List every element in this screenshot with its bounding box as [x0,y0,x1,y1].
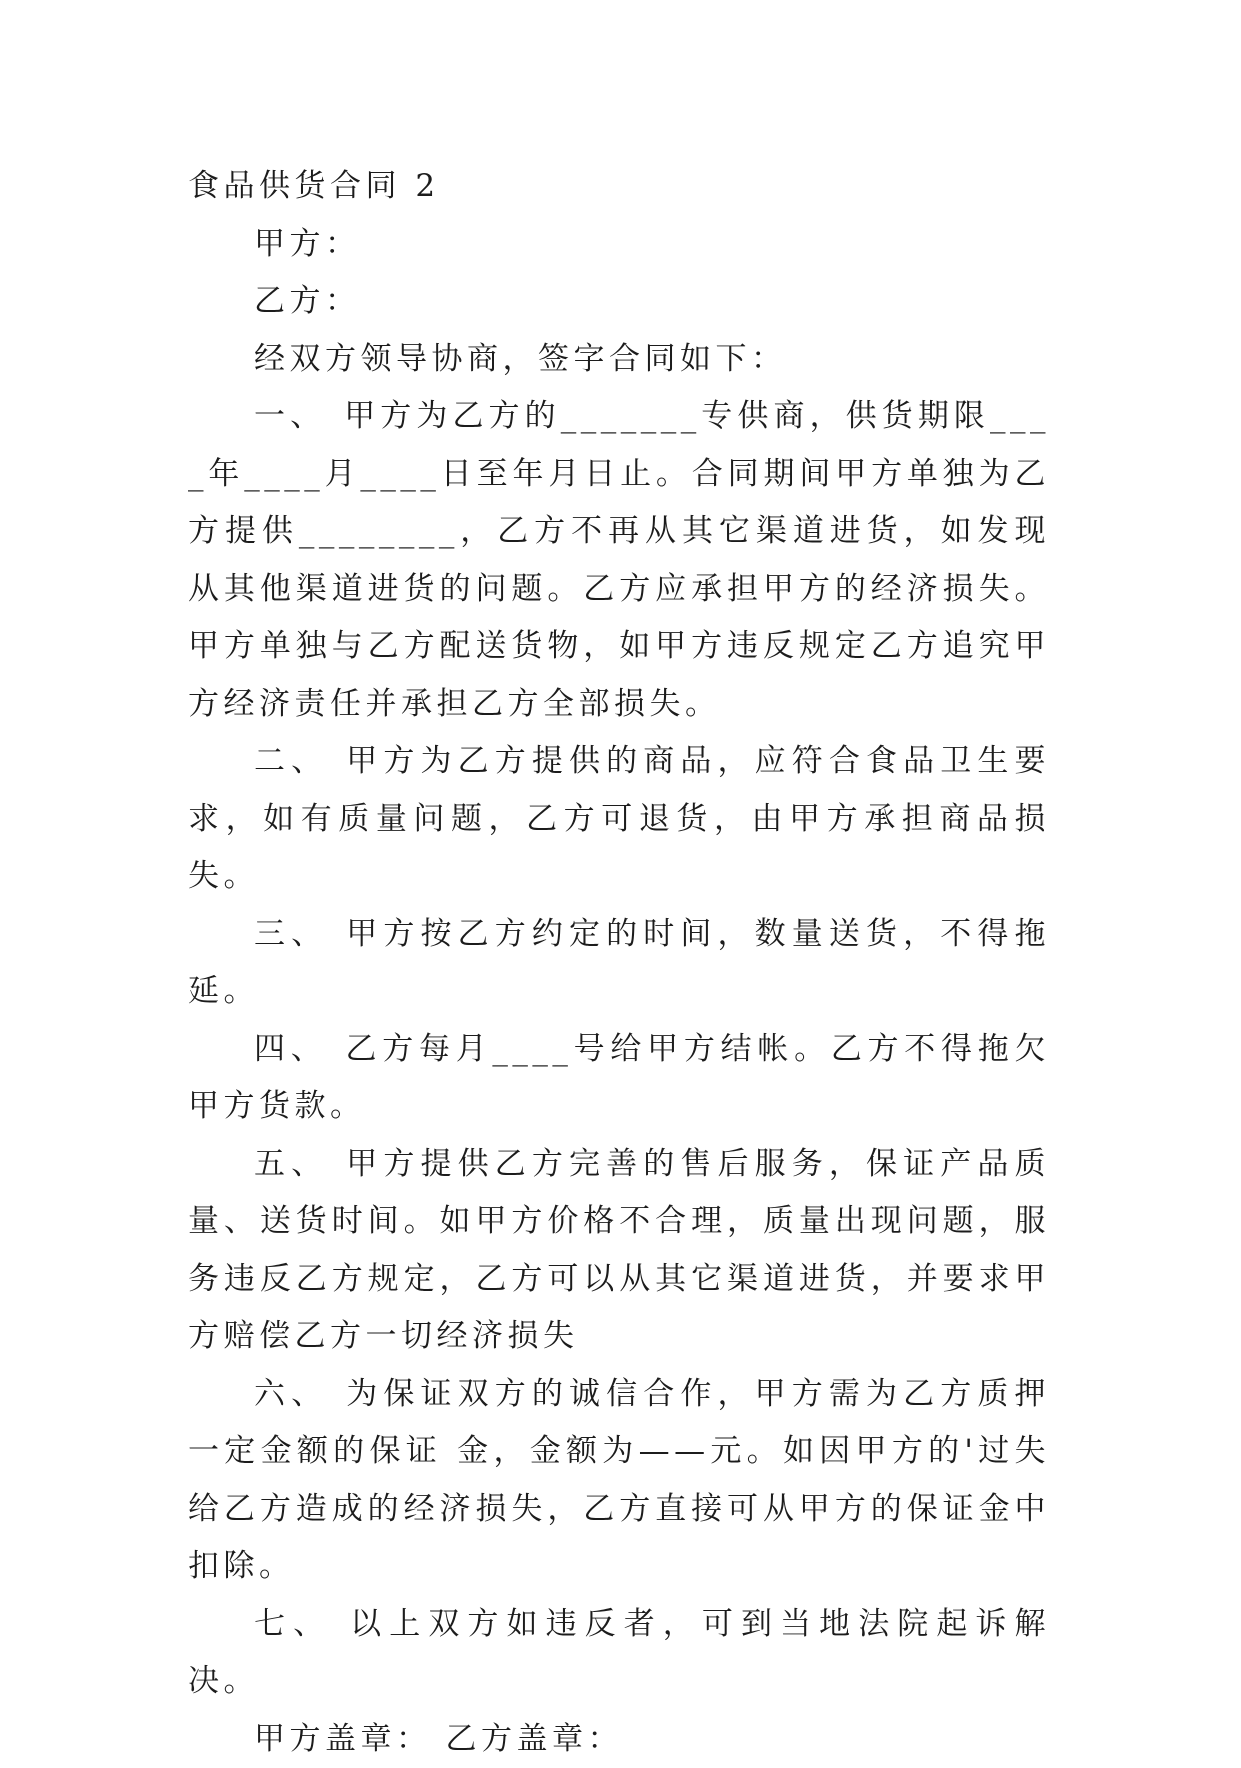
clause-text: 以上双方如违反者，可到当地法院起诉解决。 [188,1606,1050,1700]
clause-number: 七、 [254,1606,332,1642]
signature-line [188,1711,1050,1768]
party-a-seal-label: 甲方盖章： [254,1721,432,1757]
party-a-line: 甲方： [188,216,1050,274]
clause-text: 甲方按乙方约定的时间，数量送货，不得拖延。 [188,916,1050,1010]
clause-number: 六、 [254,1376,328,1412]
clause-number: 四、 [254,1031,327,1067]
clause-2 [188,733,1050,906]
clause-1 [188,388,1050,733]
clause-6 [188,1366,1050,1596]
clause-3 [188,906,1050,1021]
clause-number: 三、 [254,916,328,952]
clause-number: 五、 [254,1146,328,1182]
clause-text: 乙方每月____号给甲方结帐。乙方不得拖欠甲方货款。 [188,1031,1050,1125]
clause-7 [188,1596,1050,1711]
clause-5 [188,1136,1050,1366]
clause-text: 甲方为乙方的_______专供商，供货期限____年____月____日至年月日止。合同期间甲方单独为乙方提供________，乙方不再从其它渠道进货，如发现从其他渠道进货的问题。乙方应承担甲方的经济损失。甲方单独与乙方配送货物，如甲方违反规定乙方追究甲方经济责任并承担乙方全部损失。 [188,398,1050,722]
clause-number: 一、 [254,398,326,434]
clause-text: 甲方为乙方提供的商品，应符合食品卫生要求，如有质量问题，乙方可退货，由甲方承担商品损失。 [188,743,1050,894]
party-b-line: 乙方： [188,273,1050,331]
intro-paragraph: 经双方领导协商，签字合同如下： [188,331,1050,389]
document-page [188,158,1050,1768]
clause-text: 甲方提供乙方完善的售后服务，保证产品质量、送货时间。如甲方价格不合理，质量出现问题，服务违反乙方规定，乙方可以从其它渠道进货，并要求甲方赔偿乙方一切经济损失 [188,1146,1050,1355]
clause-number: 二、 [254,743,328,779]
clause-text: 为保证双方的诚信合作，甲方需为乙方质押一定金额的保证 金，金额为——元。如因甲方的'过失给乙方造成的经济损失，乙方直接可从甲方的保证金中扣除。 [188,1376,1050,1585]
party-b-seal-label: 乙方盖章： [446,1721,624,1757]
clause-4 [188,1021,1050,1136]
document-title: 食品供货合同 2 [188,158,1050,216]
